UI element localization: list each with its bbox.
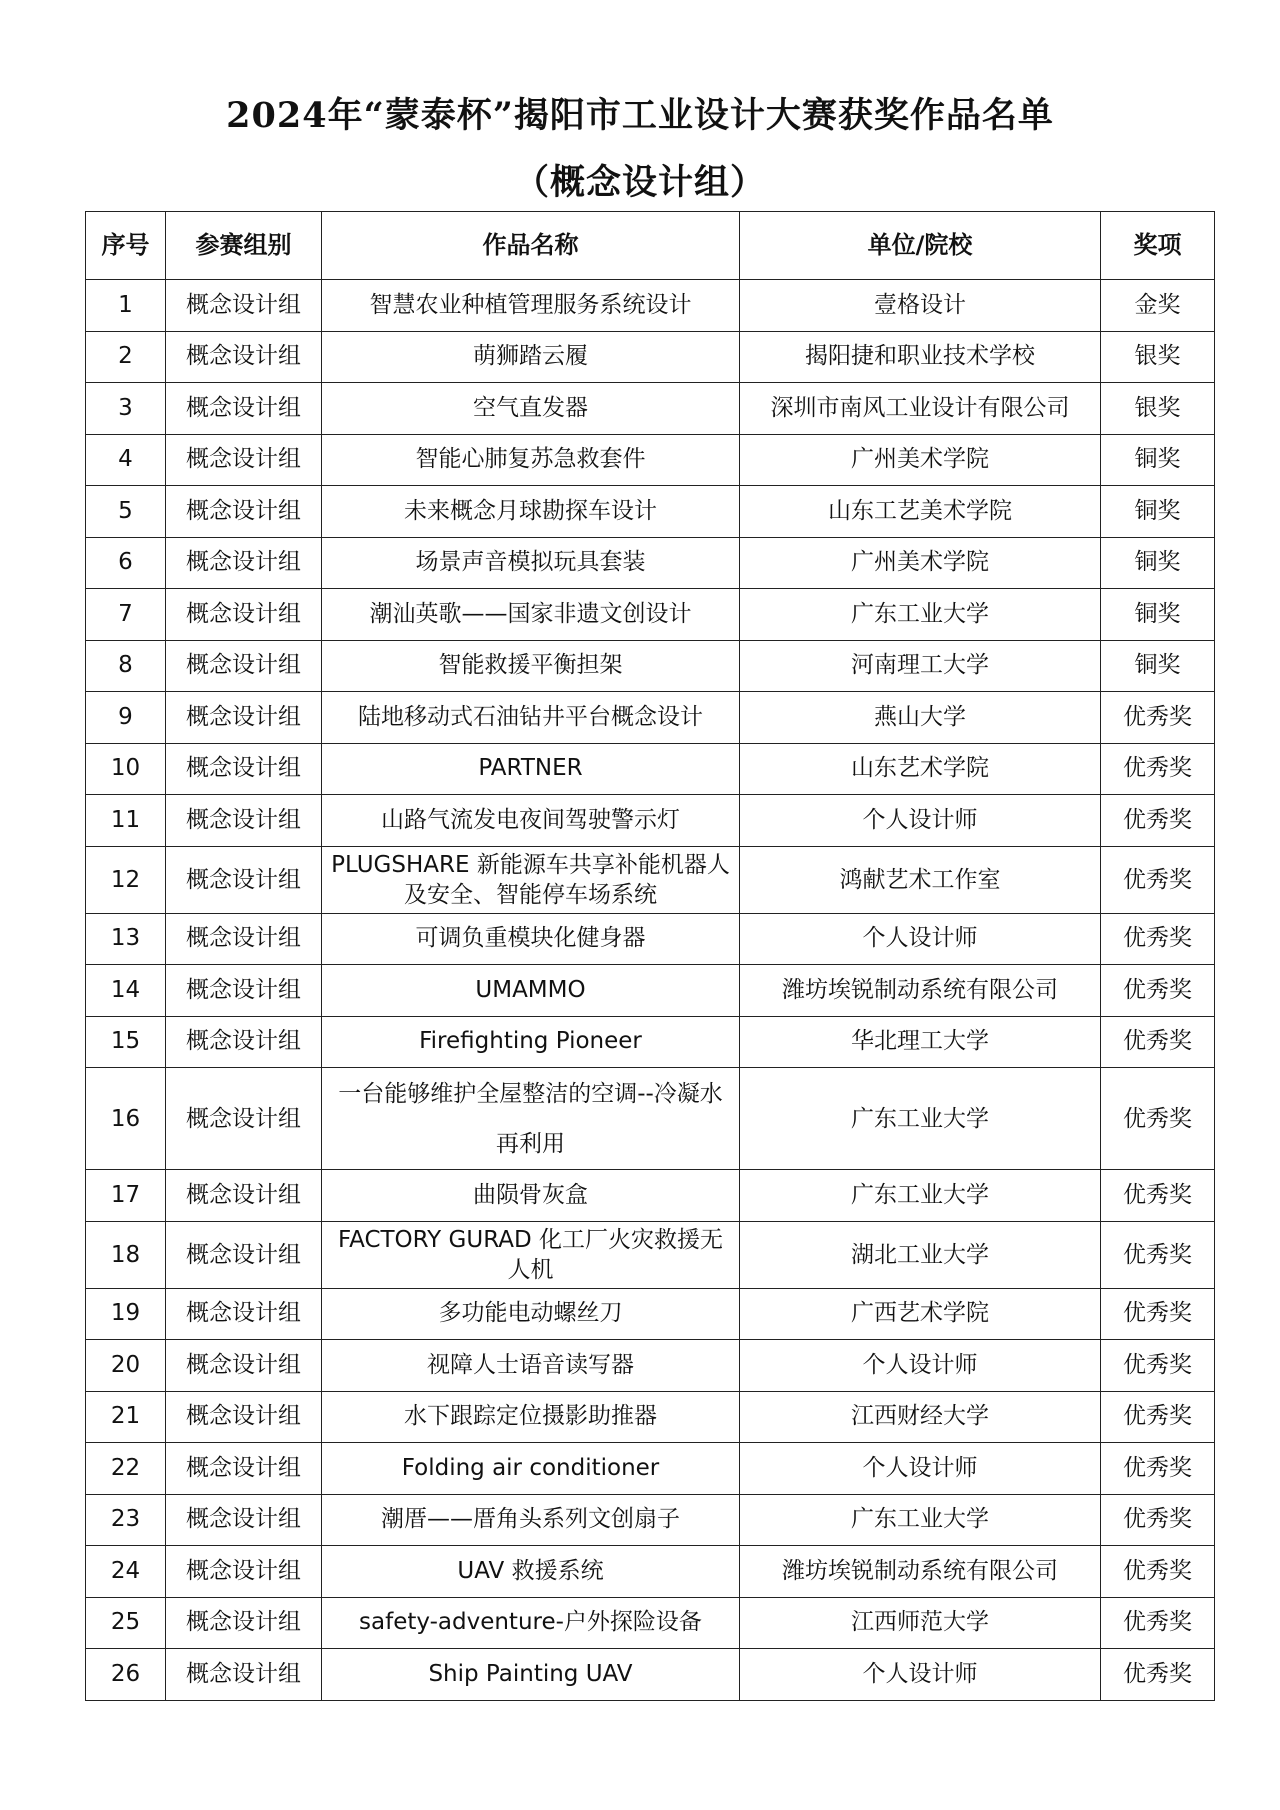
cell-group: 概念设计组 xyxy=(166,1649,322,1701)
cell-award: 优秀奖 xyxy=(1101,1016,1215,1068)
cell-work: 萌狮踏云履 xyxy=(322,331,740,383)
cell-unit: 个人设计师 xyxy=(740,1649,1101,1701)
table-row xyxy=(86,1443,1215,1495)
cell-no: 26 xyxy=(86,1649,166,1701)
cell-unit: 广东工业大学 xyxy=(740,1170,1101,1222)
cell-group: 概念设计组 xyxy=(166,1546,322,1598)
cell-work: PLUGSHARE 新能源车共享补能机器人及安全、智能停车场系统 xyxy=(322,846,740,913)
cell-work: 视障人士语音读写器 xyxy=(322,1340,740,1392)
cell-group: 概念设计组 xyxy=(166,1443,322,1495)
cell-group: 概念设计组 xyxy=(166,331,322,383)
cell-work: 空气直发器 xyxy=(322,383,740,435)
table-row xyxy=(86,1494,1215,1546)
cell-unit: 湖北工业大学 xyxy=(740,1221,1101,1288)
cell-group: 概念设计组 xyxy=(166,1016,322,1068)
cell-work: 山路气流发电夜间驾驶警示灯 xyxy=(322,795,740,847)
cell-work: 智慧农业种植管理服务系统设计 xyxy=(322,280,740,332)
cell-group: 概念设计组 xyxy=(166,280,322,332)
cell-award: 铜奖 xyxy=(1101,434,1215,486)
cell-group: 概念设计组 xyxy=(166,1221,322,1288)
table-row xyxy=(86,537,1215,589)
cell-award: 优秀奖 xyxy=(1101,692,1215,744)
header-no: 序号 xyxy=(86,212,166,280)
cell-no: 23 xyxy=(86,1494,166,1546)
header-unit: 单位/院校 xyxy=(740,212,1101,280)
cell-award: 铜奖 xyxy=(1101,589,1215,641)
cell-award: 优秀奖 xyxy=(1101,1288,1215,1340)
cell-unit: 江西师范大学 xyxy=(740,1597,1101,1649)
cell-unit: 广东工业大学 xyxy=(740,1494,1101,1546)
table-row xyxy=(86,331,1215,383)
cell-no: 15 xyxy=(86,1016,166,1068)
cell-no: 6 xyxy=(86,537,166,589)
cell-work: 多功能电动螺丝刀 xyxy=(322,1288,740,1340)
cell-group: 概念设计组 xyxy=(166,434,322,486)
cell-no: 13 xyxy=(86,913,166,965)
cell-unit: 广州美术学院 xyxy=(740,537,1101,589)
cell-unit: 广西艺术学院 xyxy=(740,1288,1101,1340)
cell-no: 8 xyxy=(86,640,166,692)
cell-award: 优秀奖 xyxy=(1101,846,1215,913)
cell-unit: 个人设计师 xyxy=(740,1443,1101,1495)
cell-group: 概念设计组 xyxy=(166,846,322,913)
cell-award: 优秀奖 xyxy=(1101,795,1215,847)
cell-work: PARTNER xyxy=(322,743,740,795)
cell-award: 金奖 xyxy=(1101,280,1215,332)
cell-award: 优秀奖 xyxy=(1101,913,1215,965)
cell-group: 概念设计组 xyxy=(166,1391,322,1443)
cell-work: 智能心肺复苏急救套件 xyxy=(322,434,740,486)
cell-award: 优秀奖 xyxy=(1101,1597,1215,1649)
cell-unit: 江西财经大学 xyxy=(740,1391,1101,1443)
table-row xyxy=(86,1221,1215,1288)
table-row xyxy=(86,1288,1215,1340)
cell-group: 概念设计组 xyxy=(166,1494,322,1546)
cell-group: 概念设计组 xyxy=(166,640,322,692)
cell-award: 优秀奖 xyxy=(1101,1068,1215,1170)
cell-no: 24 xyxy=(86,1546,166,1598)
header-award: 奖项 xyxy=(1101,212,1215,280)
cell-unit: 华北理工大学 xyxy=(740,1016,1101,1068)
cell-work: safety-adventure-户外探险设备 xyxy=(322,1597,740,1649)
cell-no: 3 xyxy=(86,383,166,435)
cell-unit: 广东工业大学 xyxy=(740,589,1101,641)
cell-work: 场景声音模拟玩具套装 xyxy=(322,537,740,589)
header-group: 参赛组别 xyxy=(166,212,322,280)
table-row xyxy=(86,692,1215,744)
table-row xyxy=(86,1649,1215,1701)
cell-no: 25 xyxy=(86,1597,166,1649)
table-row xyxy=(86,1391,1215,1443)
cell-group: 概念设计组 xyxy=(166,1068,322,1170)
table-row xyxy=(86,965,1215,1017)
cell-work: 潮汕英歌——国家非遗文创设计 xyxy=(322,589,740,641)
cell-group: 概念设计组 xyxy=(166,1597,322,1649)
cell-unit: 燕山大学 xyxy=(740,692,1101,744)
cell-work: 一台能够维护全屋整洁的空调--冷凝水再利用 xyxy=(322,1068,740,1170)
cell-no: 22 xyxy=(86,1443,166,1495)
cell-no: 11 xyxy=(86,795,166,847)
cell-unit: 河南理工大学 xyxy=(740,640,1101,692)
cell-work: Firefighting Pioneer xyxy=(322,1016,740,1068)
cell-award: 优秀奖 xyxy=(1101,743,1215,795)
table-row xyxy=(86,383,1215,435)
cell-group: 概念设计组 xyxy=(166,486,322,538)
cell-award: 优秀奖 xyxy=(1101,1170,1215,1222)
cell-award: 铜奖 xyxy=(1101,537,1215,589)
cell-award: 银奖 xyxy=(1101,383,1215,435)
table-row xyxy=(86,589,1215,641)
cell-group: 概念设计组 xyxy=(166,589,322,641)
cell-award: 优秀奖 xyxy=(1101,1443,1215,1495)
cell-work: FACTORY GURAD 化工厂火灾救援无人机 xyxy=(322,1221,740,1288)
table-row xyxy=(86,1068,1215,1170)
cell-no: 16 xyxy=(86,1068,166,1170)
cell-group: 概念设计组 xyxy=(166,1340,322,1392)
cell-award: 优秀奖 xyxy=(1101,1649,1215,1701)
table-row xyxy=(86,1340,1215,1392)
cell-unit: 潍坊埃锐制动系统有限公司 xyxy=(740,1546,1101,1598)
table-row xyxy=(86,640,1215,692)
cell-work: 潮厝——厝角头系列文创扇子 xyxy=(322,1494,740,1546)
cell-work: 陆地移动式石油钻井平台概念设计 xyxy=(322,692,740,744)
cell-unit: 深圳市南风工业设计有限公司 xyxy=(740,383,1101,435)
cell-group: 概念设计组 xyxy=(166,743,322,795)
table-row xyxy=(86,434,1215,486)
cell-group: 概念设计组 xyxy=(166,795,322,847)
cell-no: 7 xyxy=(86,589,166,641)
cell-no: 17 xyxy=(86,1170,166,1222)
cell-unit: 广东工业大学 xyxy=(740,1068,1101,1170)
table-body xyxy=(86,280,1215,1701)
cell-group: 概念设计组 xyxy=(166,537,322,589)
cell-award: 优秀奖 xyxy=(1101,1340,1215,1392)
table-row xyxy=(86,1170,1215,1222)
cell-work: 智能救援平衡担架 xyxy=(322,640,740,692)
cell-no: 10 xyxy=(86,743,166,795)
cell-unit: 鸿献艺术工作室 xyxy=(740,846,1101,913)
table-row xyxy=(86,1597,1215,1649)
cell-work: Folding air conditioner xyxy=(322,1443,740,1495)
cell-unit: 潍坊埃锐制动系统有限公司 xyxy=(740,965,1101,1017)
cell-no: 18 xyxy=(86,1221,166,1288)
cell-award: 优秀奖 xyxy=(1101,1221,1215,1288)
cell-award: 铜奖 xyxy=(1101,486,1215,538)
cell-work: UAV 救援系统 xyxy=(322,1546,740,1598)
cell-award: 优秀奖 xyxy=(1101,1494,1215,1546)
table-row xyxy=(86,795,1215,847)
cell-work: UMAMMO xyxy=(322,965,740,1017)
cell-work: 水下跟踪定位摄影助推器 xyxy=(322,1391,740,1443)
cell-award: 铜奖 xyxy=(1101,640,1215,692)
cell-no: 4 xyxy=(86,434,166,486)
cell-no: 9 xyxy=(86,692,166,744)
cell-unit: 壹格设计 xyxy=(740,280,1101,332)
cell-group: 概念设计组 xyxy=(166,913,322,965)
cell-unit: 个人设计师 xyxy=(740,913,1101,965)
table-row xyxy=(86,913,1215,965)
cell-no: 20 xyxy=(86,1340,166,1392)
cell-award: 银奖 xyxy=(1101,331,1215,383)
awards-table xyxy=(85,211,1215,1701)
header-work: 作品名称 xyxy=(322,212,740,280)
cell-unit: 山东工艺美术学院 xyxy=(740,486,1101,538)
cell-no: 21 xyxy=(86,1391,166,1443)
cell-no: 1 xyxy=(86,280,166,332)
cell-unit: 个人设计师 xyxy=(740,1340,1101,1392)
cell-unit: 揭阳捷和职业技术学校 xyxy=(740,331,1101,383)
table-row xyxy=(86,1016,1215,1068)
cell-award: 优秀奖 xyxy=(1101,965,1215,1017)
cell-no: 14 xyxy=(86,965,166,1017)
table-row xyxy=(86,486,1215,538)
cell-no: 19 xyxy=(86,1288,166,1340)
table-row xyxy=(86,743,1215,795)
cell-work: Ship Painting UAV xyxy=(322,1649,740,1701)
cell-group: 概念设计组 xyxy=(166,692,322,744)
cell-no: 5 xyxy=(86,486,166,538)
cell-group: 概念设计组 xyxy=(166,1288,322,1340)
table-row xyxy=(86,280,1215,332)
table-header-row xyxy=(86,212,1215,280)
cell-group: 概念设计组 xyxy=(166,1170,322,1222)
cell-group: 概念设计组 xyxy=(166,383,322,435)
cell-unit: 广州美术学院 xyxy=(740,434,1101,486)
table-row xyxy=(86,846,1215,913)
cell-unit: 山东艺术学院 xyxy=(740,743,1101,795)
cell-no: 12 xyxy=(86,846,166,913)
cell-award: 优秀奖 xyxy=(1101,1546,1215,1598)
cell-no: 2 xyxy=(86,331,166,383)
cell-work: 可调负重模块化健身器 xyxy=(322,913,740,965)
document-title: 2024年“蒙泰杯”揭阳市工业设计大赛获奖作品名单 xyxy=(226,95,1054,136)
cell-group: 概念设计组 xyxy=(166,965,322,1017)
cell-work: 未来概念月球勘探车设计 xyxy=(322,486,740,538)
document-subtitle: （概念设计组） xyxy=(513,162,766,203)
cell-award: 优秀奖 xyxy=(1101,1391,1215,1443)
table-row xyxy=(86,1546,1215,1598)
cell-work: 曲陨骨灰盒 xyxy=(322,1170,740,1222)
cell-unit: 个人设计师 xyxy=(740,795,1101,847)
